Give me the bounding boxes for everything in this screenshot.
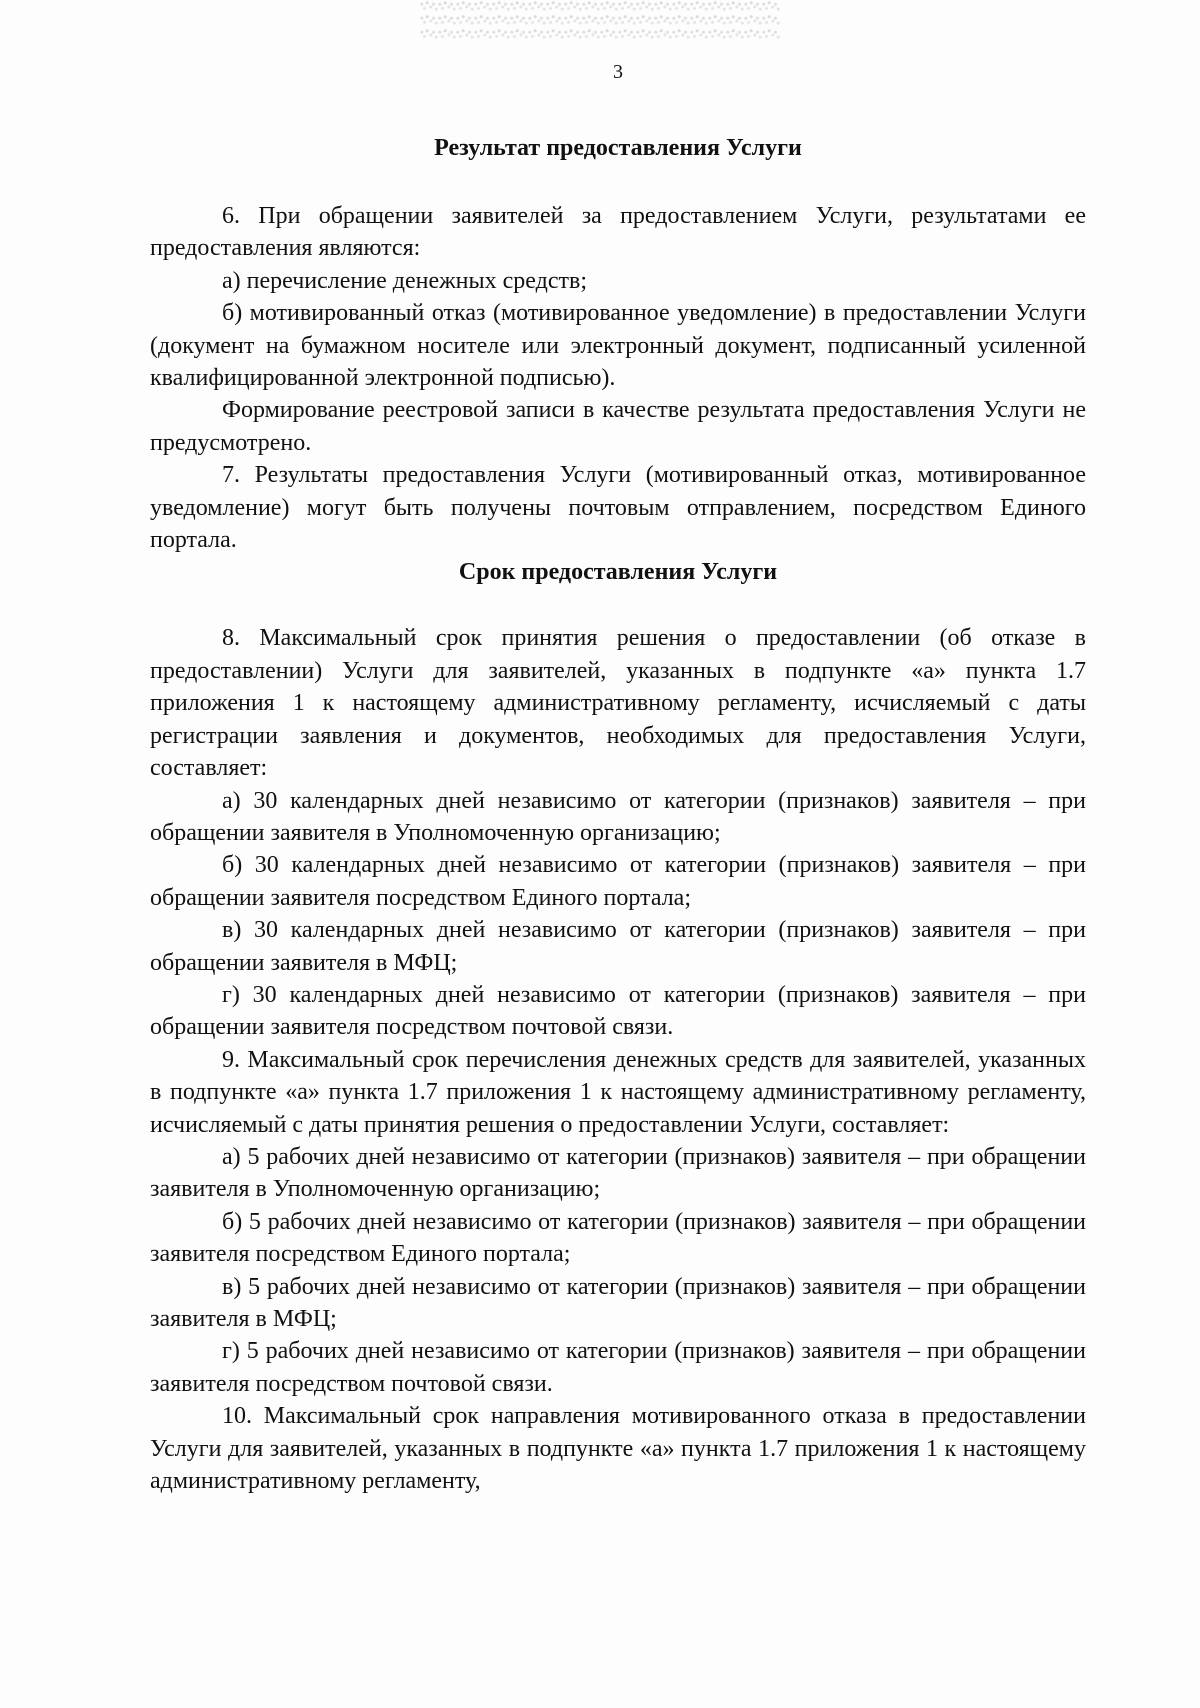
paragraph: а) 30 календарных дней независимо от категории (признаков) заявителя – при обращении заявителя в Уполномоченную организацию; xyxy=(150,787,1086,846)
paragraph: 8. Максимальный срок принятия решения о предоставлении (об отказе в предоставлении) Услуги для заявителей, указанных в подпункте «а» пункта 1.7 приложения 1 к настоящему административному регламенту, исчисляемый с даты регистрации заявления и документов, необходимых для предоставления Услуги, составляет: xyxy=(150,625,1086,782)
paragraph: б) 5 рабочих дней независимо от категории (признаков) заявителя – при обращении заявителя посредством Единого портала; xyxy=(150,1208,1086,1268)
paragraph: г) 5 рабочих дней независимо от категории (признаков) заявителя – при обращении заявителя посредством почтовой связи. xyxy=(150,1338,1086,1397)
paragraph: в) 30 календарных дней независимо от категории (признаков) заявителя – при обращении заявителя в МФЦ; xyxy=(150,917,1086,976)
paragraph: 10. Максимальный срок направления мотивированного отказа в предоставлении Услуги для заявителей, указанных в подпункте «а» пункта 1.7 приложения 1 к настоящему административному регламенту, xyxy=(150,1403,1086,1495)
paragraph: б) 30 календарных дней независимо от категории (признаков) заявителя – при обращении заявителя посредством Единого портала; xyxy=(150,852,1086,911)
paragraph: а) 5 рабочих дней независимо от категории (признаков) заявителя – при обращении заявителя в Уполномоченную организацию; xyxy=(150,1143,1086,1203)
paragraph: 7. Результаты предоставления Услуги (мотивированный отказ, мотивированное уведомление) могут быть получены почтовым отправлением, посредством Единого портала. xyxy=(150,462,1086,554)
paragraph: Формирование реестровой записи в качестве результата предоставления Услуги не предусмотрено. xyxy=(150,397,1086,456)
paragraph: а) перечисление денежных средств; xyxy=(222,267,587,294)
page-number: 3 xyxy=(613,61,623,83)
section-title-term: Срок предоставления Услуги xyxy=(458,559,778,586)
paragraph: б) мотивированный отказ (мотивированное уведомление) в предоставлении Услуги (документ на бумажном носителе или электронный документ, подписанный усиленной квалифицированной электронной подписью). xyxy=(150,300,1086,392)
paragraph: 9. Максимальный срок перечисления денежных средств для заявителей, указанных в подпункте «а» пункта 1.7 приложения 1 к настоящему административному регламенту, исчисляемый с даты принятия решения о предоставлении Услуги, составляет: xyxy=(150,1046,1086,1138)
paragraph: в) 5 рабочих дней независимо от категории (признаков) заявителя – при обращении заявителя в МФЦ; xyxy=(150,1273,1086,1332)
paragraph: г) 30 календарных дней независимо от категории (признаков) заявителя – при обращении заявителя посредством почтовой связи. xyxy=(150,981,1086,1041)
paragraph: 6. При обращении заявителей за предоставлением Услуги, результатами ее предоставления являются: xyxy=(150,203,1086,262)
document-content xyxy=(150,60,1086,1497)
section-title-result: Результат предоставления Услуги xyxy=(434,135,802,161)
scan-artifact xyxy=(420,0,780,40)
